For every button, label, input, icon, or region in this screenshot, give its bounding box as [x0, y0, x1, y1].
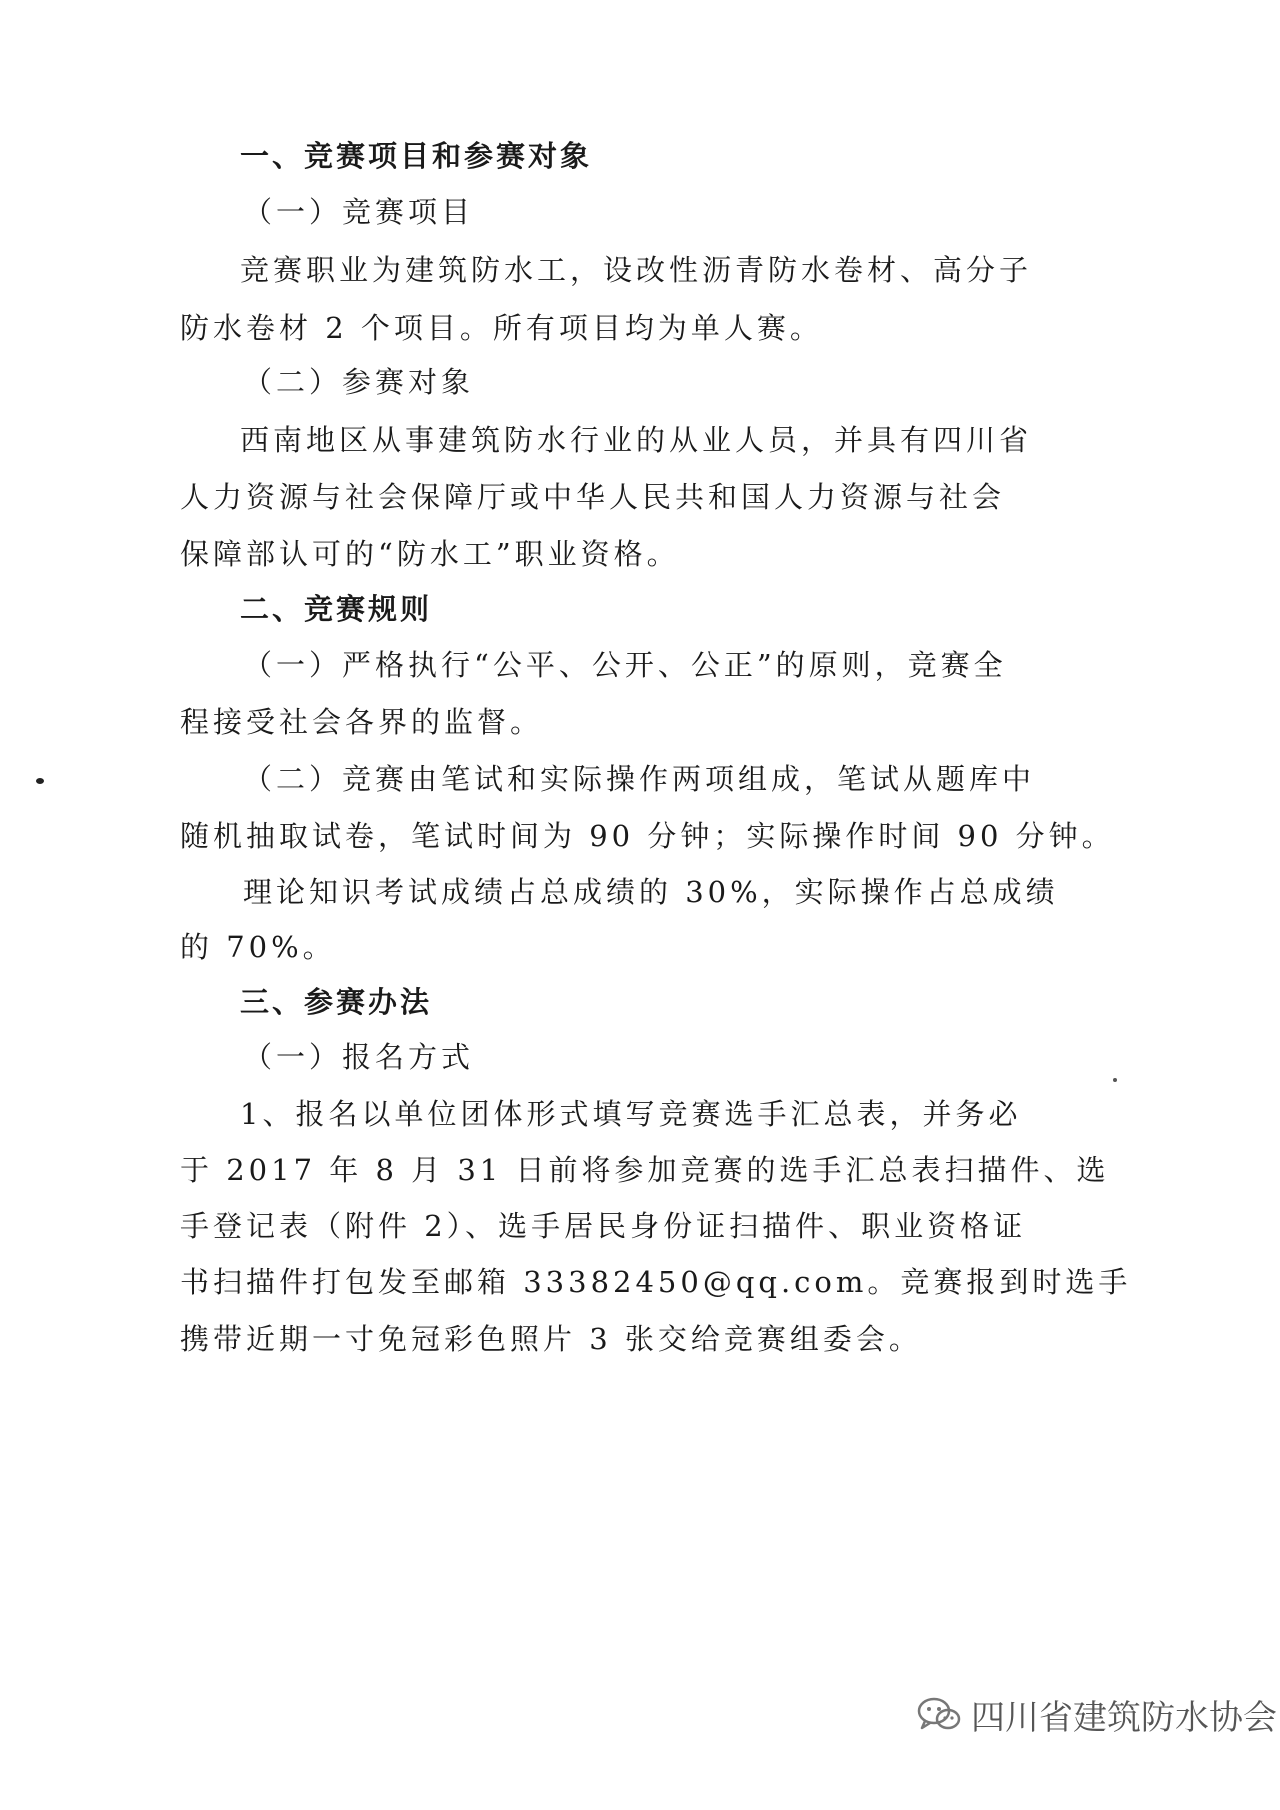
paragraph-line: 书扫描件打包发至邮箱 33382450@qq.com。竞赛报到时选手 — [180, 1265, 1132, 1299]
paragraph-line: 竞赛职业为建筑防水工，设改性沥青防水卷材、高分子 — [240, 253, 1033, 287]
paragraph-line: 手登记表（附件 2）、选手居民身份证扫描件、职业资格证 — [180, 1209, 1027, 1243]
paragraph-line: 1、报名以单位团体形式填写竞赛选手汇总表，并务必 — [240, 1097, 1022, 1131]
paragraph-line: 西南地区从事建筑防水行业的从业人员，并具有四川省 — [240, 423, 1033, 457]
paragraph-line: （二）竞赛由笔试和实际操作两项组成，笔试从题库中 — [243, 762, 1036, 796]
scan-speck — [36, 778, 44, 784]
section-heading-3: 三、参赛办法 — [240, 985, 433, 1019]
paragraph-line: 理论知识考试成绩占总成绩的 30%，实际操作占总成绩 — [243, 875, 1059, 909]
paragraph-line: 的 70%。 — [180, 930, 336, 964]
paragraph-line: 保障部认可的“防水工”职业资格。 — [180, 537, 680, 571]
section-heading-2: 二、竞赛规则 — [240, 592, 433, 626]
paragraph-line: 程接受社会各界的监督。 — [180, 705, 544, 739]
paragraph-line: （一）严格执行“公平、公开、公正”的原则，竞赛全 — [243, 648, 1007, 682]
paragraph-line: 人力资源与社会保障厅或中华人民共和国人力资源与社会 — [180, 480, 1006, 514]
section-heading-1: 一、竞赛项目和参赛对象 — [240, 139, 593, 173]
subsection-heading: （一）报名方式 — [243, 1040, 475, 1074]
subsection-heading: （二）参赛对象 — [243, 365, 475, 399]
paragraph-line: 携带近期一寸免冠彩色照片 3 张交给竞赛组委会。 — [180, 1322, 922, 1356]
paragraph-line: 于 2017 年 8 月 31 日前将参加竞赛的选手汇总表扫描件、选 — [180, 1153, 1110, 1187]
watermark-text: 四川省建筑防水协会 — [971, 1698, 1277, 1738]
scan-speck — [1113, 1078, 1117, 1082]
paragraph-line: 防水卷材 2 个项目。所有项目均为单人赛。 — [180, 311, 823, 345]
subsection-heading: （一）竞赛项目 — [243, 195, 475, 229]
paragraph-line: 随机抽取试卷，笔试时间为 90 分钟；实际操作时间 90 分钟。 — [180, 819, 1115, 853]
watermark — [915, 1690, 1277, 1739]
wechat-icon — [915, 1695, 963, 1735]
